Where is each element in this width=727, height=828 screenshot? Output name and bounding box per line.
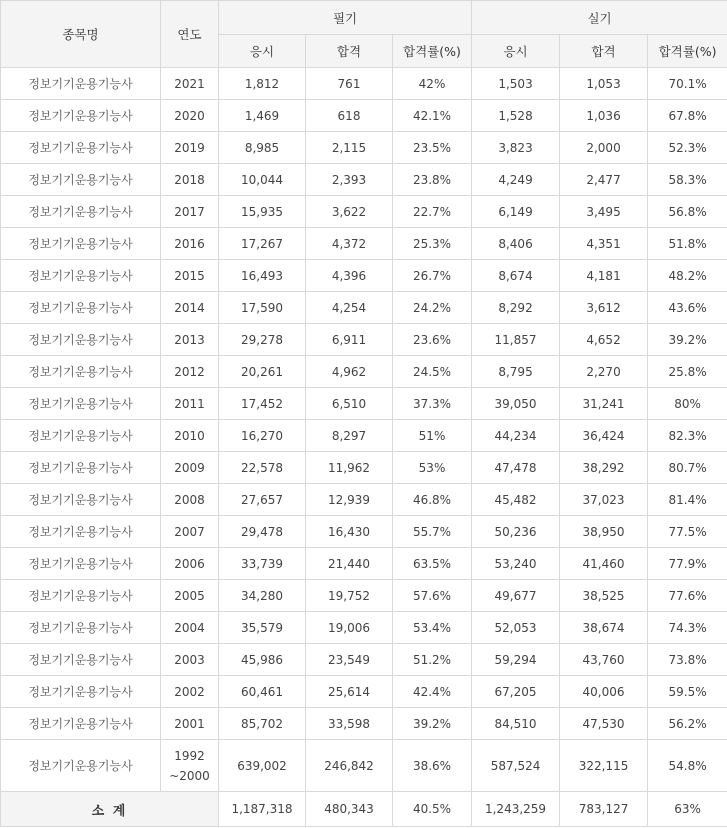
table-row [1,324,727,356]
cell-name: 정보기기운용기능사 [1,100,161,132]
cell-year: 1992 ~2000 [161,740,219,792]
cell-practical-passers: 322,115 [560,740,648,792]
cell-written-passers: 11,962 [306,452,393,484]
cell-name: 정보기기운용기능사 [1,452,161,484]
cell-practical-passers: 1,036 [560,100,648,132]
cell-practical-passers: 38,525 [560,580,648,612]
cell-practical-rate: 52.3% [648,132,727,164]
table-row [1,164,727,196]
cell-practical-rate: 70.1% [648,68,727,100]
cell-practical-passers: 38,950 [560,516,648,548]
cell-written-applicants: 45,986 [219,644,306,676]
cell-year: 2013 [161,324,219,356]
cell-year: 2011 [161,388,219,420]
cell-name: 정보기기운용기능사 [1,484,161,516]
cell-written-rate: 42.1% [393,100,472,132]
cell-practical-passers: 4,181 [560,260,648,292]
table-body [1,68,727,792]
cell-practical-passers: 2,270 [560,356,648,388]
cell-written-applicants: 16,493 [219,260,306,292]
cell-written-passers: 4,254 [306,292,393,324]
total-written-applicants: 1,187,318 [219,792,306,827]
header-written-applicants: 응시 [219,35,306,68]
cell-year: 2004 [161,612,219,644]
table-row [1,196,727,228]
cell-written-passers: 21,440 [306,548,393,580]
cell-year: 2007 [161,516,219,548]
table-row [1,100,727,132]
cell-practical-rate: 56.8% [648,196,727,228]
cell-year: 2006 [161,548,219,580]
cell-practical-applicants: 4,249 [472,164,560,196]
table-row [1,548,727,580]
table-row [1,740,727,792]
cell-written-passers: 2,393 [306,164,393,196]
total-practical-rate: 63% [648,792,727,827]
cell-practical-applicants: 1,528 [472,100,560,132]
table-row [1,228,727,260]
cell-practical-rate: 80.7% [648,452,727,484]
cell-year: 2010 [161,420,219,452]
table-row [1,420,727,452]
cell-year: 2008 [161,484,219,516]
cell-written-applicants: 17,267 [219,228,306,260]
cell-written-applicants: 17,590 [219,292,306,324]
cell-practical-passers: 40,006 [560,676,648,708]
total-label: 소 계 [1,792,219,827]
cell-written-rate: 63.5% [393,548,472,580]
total-row [1,792,727,827]
cell-written-rate: 53.4% [393,612,472,644]
table-row [1,292,727,324]
table-row [1,132,727,164]
cell-year: 2012 [161,356,219,388]
cell-practical-rate: 73.8% [648,644,727,676]
cell-name: 정보기기운용기능사 [1,356,161,388]
cell-practical-applicants: 47,478 [472,452,560,484]
cell-practical-passers: 4,652 [560,324,648,356]
cell-written-rate: 22.7% [393,196,472,228]
cell-written-rate: 26.7% [393,260,472,292]
header-practical-rate: 합격률(%) [648,35,727,68]
cell-name: 정보기기운용기능사 [1,164,161,196]
cell-written-passers: 4,372 [306,228,393,260]
cell-practical-applicants: 59,294 [472,644,560,676]
cell-year: 2003 [161,644,219,676]
cell-written-rate: 23.6% [393,324,472,356]
cell-practical-applicants: 1,503 [472,68,560,100]
cell-year: 2016 [161,228,219,260]
cell-year: 2015 [161,260,219,292]
cell-practical-applicants: 84,510 [472,708,560,740]
table-row [1,388,727,420]
cell-written-applicants: 29,278 [219,324,306,356]
cell-written-passers: 761 [306,68,393,100]
cell-practical-passers: 38,292 [560,452,648,484]
cell-written-rate: 53% [393,452,472,484]
cell-written-passers: 2,115 [306,132,393,164]
header-written-rate: 합격률(%) [393,35,472,68]
cell-practical-passers: 2,000 [560,132,648,164]
cell-name: 정보기기운용기능사 [1,228,161,260]
cell-written-applicants: 27,657 [219,484,306,516]
cell-written-applicants: 85,702 [219,708,306,740]
cell-practical-rate: 81.4% [648,484,727,516]
cell-year: 2001 [161,708,219,740]
table-row [1,356,727,388]
cell-name: 정보기기운용기능사 [1,68,161,100]
table-row [1,452,727,484]
cell-written-applicants: 8,985 [219,132,306,164]
cell-name: 정보기기운용기능사 [1,132,161,164]
cell-practical-rate: 39.2% [648,324,727,356]
cell-name: 정보기기운용기능사 [1,324,161,356]
header-practical: 실기 [472,1,727,35]
cell-written-applicants: 16,270 [219,420,306,452]
cell-practical-passers: 36,424 [560,420,648,452]
cell-practical-applicants: 8,292 [472,292,560,324]
cell-written-applicants: 17,452 [219,388,306,420]
cell-written-rate: 51% [393,420,472,452]
cell-written-rate: 24.5% [393,356,472,388]
cell-practical-passers: 43,760 [560,644,648,676]
cell-written-passers: 8,297 [306,420,393,452]
cell-practical-applicants: 39,050 [472,388,560,420]
cell-written-passers: 19,006 [306,612,393,644]
cell-name: 정보기기운용기능사 [1,612,161,644]
cell-practical-passers: 31,241 [560,388,648,420]
cell-written-passers: 19,752 [306,580,393,612]
cell-name: 정보기기운용기능사 [1,644,161,676]
cell-practical-rate: 58.3% [648,164,727,196]
cell-year: 2017 [161,196,219,228]
cell-practical-rate: 77.9% [648,548,727,580]
cell-written-passers: 6,911 [306,324,393,356]
cell-written-rate: 37.3% [393,388,472,420]
cell-written-rate: 42% [393,68,472,100]
cell-practical-passers: 38,674 [560,612,648,644]
cell-practical-applicants: 6,149 [472,196,560,228]
cell-year: 2021 [161,68,219,100]
cell-practical-passers: 41,460 [560,548,648,580]
cell-practical-rate: 82.3% [648,420,727,452]
cell-practical-rate: 43.6% [648,292,727,324]
cell-written-passers: 4,962 [306,356,393,388]
cell-written-applicants: 639,002 [219,740,306,792]
table-row [1,68,727,100]
total-practical-passers: 783,127 [560,792,648,827]
cell-written-passers: 4,396 [306,260,393,292]
cell-practical-rate: 56.2% [648,708,727,740]
table-row [1,676,727,708]
cell-name: 정보기기운용기능사 [1,196,161,228]
cell-written-rate: 38.6% [393,740,472,792]
table-row [1,484,727,516]
cell-practical-applicants: 49,677 [472,580,560,612]
cell-written-passers: 33,598 [306,708,393,740]
cell-practical-rate: 67.8% [648,100,727,132]
cell-practical-passers: 4,351 [560,228,648,260]
cell-written-applicants: 22,578 [219,452,306,484]
cell-practical-rate: 25.8% [648,356,727,388]
cell-practical-passers: 2,477 [560,164,648,196]
cell-written-rate: 42.4% [393,676,472,708]
cell-practical-applicants: 67,205 [472,676,560,708]
header-practical-passers: 합격 [560,35,648,68]
cell-practical-passers: 1,053 [560,68,648,100]
cell-practical-passers: 37,023 [560,484,648,516]
table-row [1,516,727,548]
cell-practical-rate: 48.2% [648,260,727,292]
cell-practical-passers: 47,530 [560,708,648,740]
cell-written-rate: 39.2% [393,708,472,740]
table-row [1,708,727,740]
cell-name: 정보기기운용기능사 [1,388,161,420]
cell-written-applicants: 60,461 [219,676,306,708]
total-practical-applicants: 1,243,259 [472,792,560,827]
cell-written-rate: 51.2% [393,644,472,676]
cell-name: 정보기기운용기능사 [1,580,161,612]
cell-written-applicants: 10,044 [219,164,306,196]
cell-practical-passers: 3,612 [560,292,648,324]
cell-practical-passers: 3,495 [560,196,648,228]
cell-written-passers: 12,939 [306,484,393,516]
cell-written-rate: 24.2% [393,292,472,324]
cell-written-rate: 25.3% [393,228,472,260]
cell-year: 2014 [161,292,219,324]
cell-written-passers: 618 [306,100,393,132]
cell-practical-applicants: 45,482 [472,484,560,516]
cell-written-passers: 25,614 [306,676,393,708]
total-written-rate: 40.5% [393,792,472,827]
cell-practical-applicants: 3,823 [472,132,560,164]
cell-written-passers: 246,842 [306,740,393,792]
cell-name: 정보기기운용기능사 [1,740,161,792]
cell-written-applicants: 1,812 [219,68,306,100]
cell-year: 2020 [161,100,219,132]
header-name: 종목명 [1,1,161,68]
cell-name: 정보기기운용기능사 [1,516,161,548]
cell-name: 정보기기운용기능사 [1,292,161,324]
table-row [1,644,727,676]
cell-practical-applicants: 52,053 [472,612,560,644]
table-row [1,260,727,292]
cell-written-applicants: 20,261 [219,356,306,388]
cell-written-rate: 55.7% [393,516,472,548]
cell-practical-rate: 77.5% [648,516,727,548]
header-practical-applicants: 응시 [472,35,560,68]
cell-name: 정보기기운용기능사 [1,260,161,292]
table-row [1,612,727,644]
cell-year: 2009 [161,452,219,484]
table-row [1,580,727,612]
cell-practical-applicants: 8,795 [472,356,560,388]
cell-name: 정보기기운용기능사 [1,676,161,708]
cell-practical-rate: 54.8% [648,740,727,792]
cell-year: 2018 [161,164,219,196]
cell-practical-applicants: 8,406 [472,228,560,260]
cell-name: 정보기기운용기능사 [1,708,161,740]
cell-written-passers: 16,430 [306,516,393,548]
cell-practical-rate: 59.5% [648,676,727,708]
cell-practical-rate: 51.8% [648,228,727,260]
cell-year: 2005 [161,580,219,612]
cell-written-rate: 23.5% [393,132,472,164]
cell-written-rate: 46.8% [393,484,472,516]
header-written-passers: 합격 [306,35,393,68]
cell-practical-applicants: 8,674 [472,260,560,292]
cell-year: 2019 [161,132,219,164]
cell-name: 정보기기운용기능사 [1,420,161,452]
cell-written-applicants: 1,469 [219,100,306,132]
header-year: 연도 [161,1,219,68]
cell-written-rate: 23.8% [393,164,472,196]
cell-year: 2002 [161,676,219,708]
cell-written-applicants: 29,478 [219,516,306,548]
cell-written-applicants: 33,739 [219,548,306,580]
cell-written-applicants: 35,579 [219,612,306,644]
cell-practical-applicants: 53,240 [472,548,560,580]
cell-written-passers: 6,510 [306,388,393,420]
cell-practical-applicants: 587,524 [472,740,560,792]
cell-practical-applicants: 11,857 [472,324,560,356]
cell-written-rate: 57.6% [393,580,472,612]
cell-written-passers: 3,622 [306,196,393,228]
cell-practical-applicants: 44,234 [472,420,560,452]
cell-practical-rate: 74.3% [648,612,727,644]
cell-written-passers: 23,549 [306,644,393,676]
cell-written-applicants: 15,935 [219,196,306,228]
total-written-passers: 480,343 [306,792,393,827]
cell-practical-applicants: 50,236 [472,516,560,548]
cell-practical-rate: 80% [648,388,727,420]
cell-written-applicants: 34,280 [219,580,306,612]
header-written: 필기 [219,1,472,35]
cell-practical-rate: 77.6% [648,580,727,612]
cell-name: 정보기기운용기능사 [1,548,161,580]
